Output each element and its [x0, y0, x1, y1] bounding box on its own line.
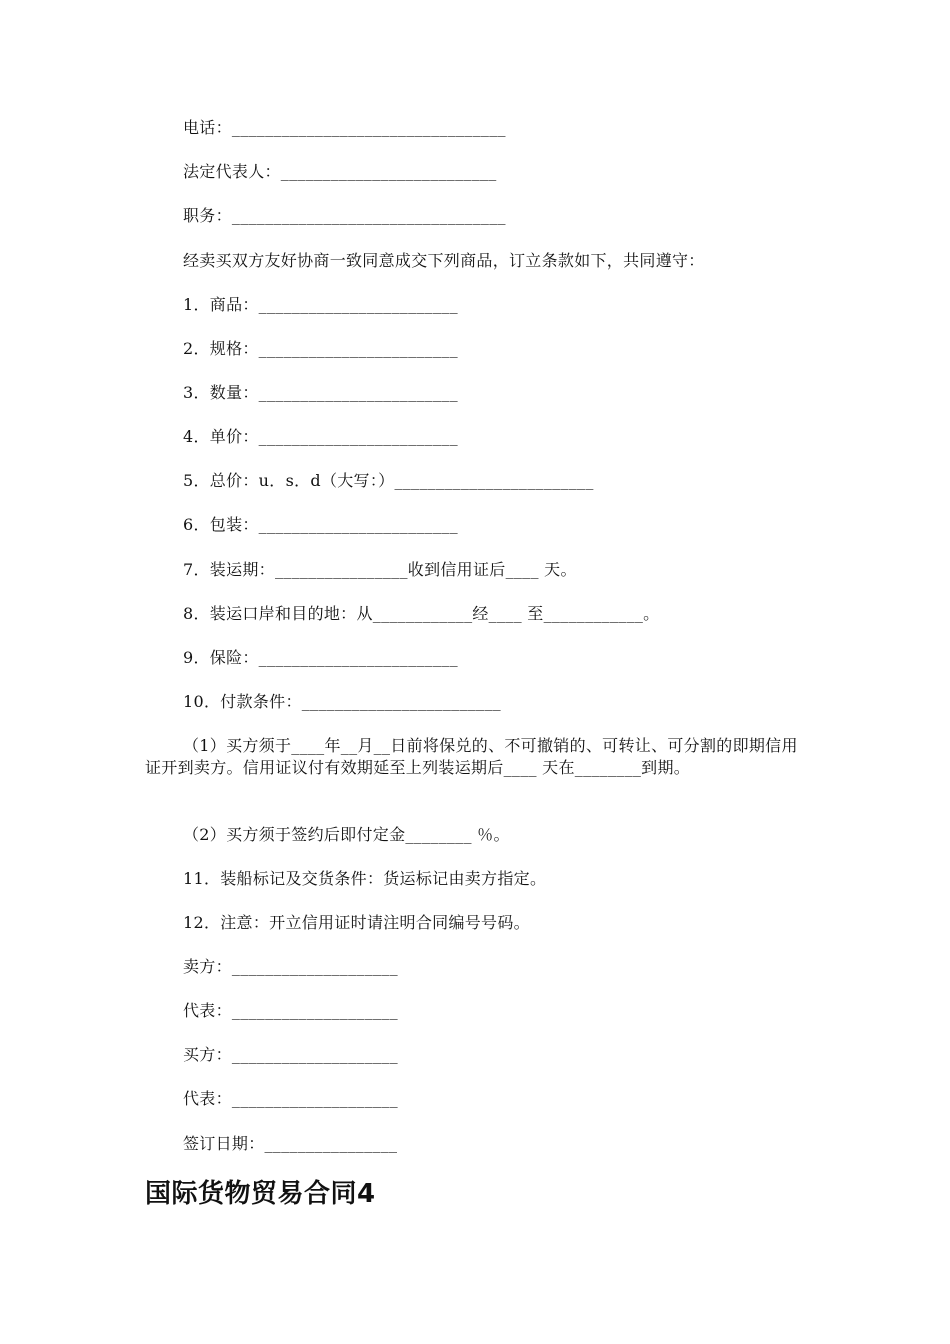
clause-insurance: 9．保险：________________________ — [183, 648, 458, 667]
clause-payment-letter-of-credit — [145, 735, 810, 779]
clause-payment-letter-of-credit-text: （1）买方须于____年__月__日前将保兑的、不可撤销的、可转让、可分割的即期信用证开到卖方。信用证议付有效期延至上列装运期后____ 天在________到期。 — [145, 736, 798, 777]
clause-deposit: （2）买方须于签约后即付定金________ ％。 — [183, 825, 510, 844]
clause-packing: 6．包装：________________________ — [183, 515, 458, 534]
seller-representative-line: 代表：____________________ — [183, 1001, 398, 1020]
clause-commodity: 1．商品：________________________ — [183, 295, 458, 314]
buyer-signature-line: 买方：____________________ — [183, 1045, 398, 1064]
buyer-representative-line: 代表：____________________ — [183, 1089, 398, 1108]
phone-field-line: 电话：_________________________________ — [183, 118, 506, 137]
agreement-intro-text: 经卖买双方友好协商一致同意成交下列商品，订立条款如下，共同遵守： — [183, 251, 705, 270]
clause-ports: 8．装运口岸和目的地：从____________经____ 至____________。 — [183, 604, 660, 623]
legal-representative-field-line: 法定代表人：__________________________ — [183, 162, 497, 181]
clause-quantity: 3．数量：________________________ — [183, 383, 458, 402]
signing-date-line: 签订日期：________________ — [183, 1134, 398, 1153]
section-heading: 国际货物贸易合同4 — [145, 1179, 376, 1209]
clause-shipment-time: 7．装运期：________________收到信用证后____ 天。 — [183, 560, 577, 579]
clause-unit-price: 4．单价：________________________ — [183, 427, 458, 446]
position-field-line: 职务：_________________________________ — [183, 206, 506, 225]
clause-shipping-marks: 11．装船标记及交货条件：货运标记由卖方指定。 — [183, 869, 547, 888]
clause-payment-terms: 10．付款条件：________________________ — [183, 692, 501, 711]
clause-note: 12．注意：开立信用证时请注明合同编号号码。 — [183, 913, 530, 932]
clause-specification: 2．规格：________________________ — [183, 339, 458, 358]
clause-total-price: 5．总价：u．s．d（大写：）________________________ — [183, 471, 594, 490]
seller-signature-line: 卖方：____________________ — [183, 957, 398, 976]
